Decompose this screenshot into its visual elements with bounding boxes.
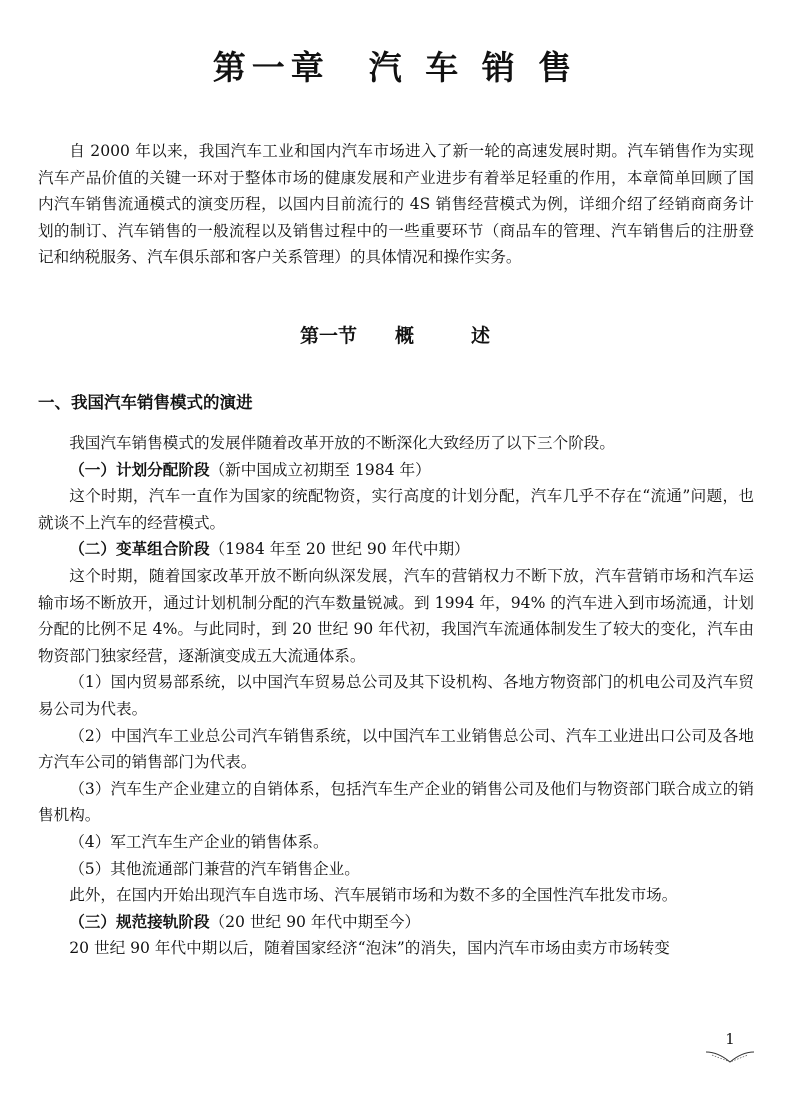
subsection-heading: 一、我国汽车销售模式的演进: [38, 393, 253, 412]
body-text: [38, 430, 754, 962]
stage-heading: [38, 909, 754, 936]
stage-heading-title: （二）变革组合阶段: [69, 540, 210, 559]
stage-heading-title: （三）规范接轨阶段: [69, 912, 210, 931]
stage-heading: [38, 457, 754, 484]
section-title: 第一节 概 述: [299, 325, 490, 347]
list-item: （4）军工汽车生产企业的销售体系。: [69, 832, 329, 851]
list-item: （3）汽车生产企业建立的自销体系，包括汽车生产企业的销售公司及他们与物资部门联合成立的销售机构。: [38, 779, 754, 825]
list-item: （1）国内贸易部系统，以中国汽车贸易总公司及其下设机构、各地方物资部门的机电公司及汽车贸易公司为代表。: [38, 673, 754, 718]
stage-heading-period: （1984 年至 20 世纪 90 年代中期）: [209, 540, 470, 559]
paragraph: 我国汽车销售模式的发展伴随着改革开放的不断深化大致经历了以下三个阶段。: [69, 434, 615, 452]
paragraph: 此外，在国内开始出现汽车自选市场、汽车展销市场和为数不多的全国性汽车批发市场。: [69, 886, 678, 905]
chapter-title: 第一章 汽 车 销 售: [212, 48, 578, 87]
paragraph: 这个时期，随着国家改革开放不断向纵深发展，汽车的营销权力不断下放，汽车营销市场和汽车运输市场不断放开，通过计划机制分配的汽车数量锐减。到 1994 年，94% 的汽车进入到市场流通，计划分配的比例不足 4%。与此同时，到 20 世纪 90 年代初，我国汽车流通体制发生了较大的变化，汽车由物资部门独家经营，逐渐演变成五大流通体系。: [38, 566, 754, 665]
page-number: 1: [725, 1030, 735, 1048]
chapter-intro: [38, 138, 754, 271]
stage-heading-period: （20 世纪 90 年代中期至今）: [209, 912, 421, 931]
paragraph: 20 世纪 90 年代中期以后，随着国家经济“泡沫”的消失，国内汽车市场由卖方市场转变: [69, 939, 670, 958]
list-item: （2）中国汽车工业总公司汽车销售系统，以中国汽车工业销售总公司、汽车工业进出口公司及各地方汽车公司的销售部门为代表。: [38, 726, 754, 772]
intro-paragraph: 自 2000 年以来，我国汽车工业和国内汽车市场进入了新一轮的高速发展时期。汽车销售作为实现汽车产品价值的关键一环对于整体市场的健康发展和产业进步有着举足轻重的作用，本章简单回顾了国内汽车销售流通模式的演变历程，以国内目前流行的 4S 销售经营模式为例，详细介绍了经销商商务计划的制订、汽车销售的一般流程以及销售过程中的一些重要环节（商品车的管理、汽车销售后的注册登记和纳税服务、汽车俱乐部和客户关系管理）的具体情况和操作实务。: [38, 142, 754, 267]
page-number-ornament-icon: [704, 1050, 756, 1064]
stage-heading: [38, 536, 754, 563]
list-item: （5）其他流通部门兼营的汽车销售企业。: [69, 859, 360, 878]
stage-heading-period: （新中国成立初期至 1984 年）: [209, 460, 431, 479]
stage-heading-title: （一）计划分配阶段: [69, 460, 210, 479]
paragraph: 这个时期，汽车一直作为国家的统配物资，实行高度的计划分配，汽车几乎不存在“流通”问题，也就谈不上汽车的经营模式。: [38, 487, 754, 532]
